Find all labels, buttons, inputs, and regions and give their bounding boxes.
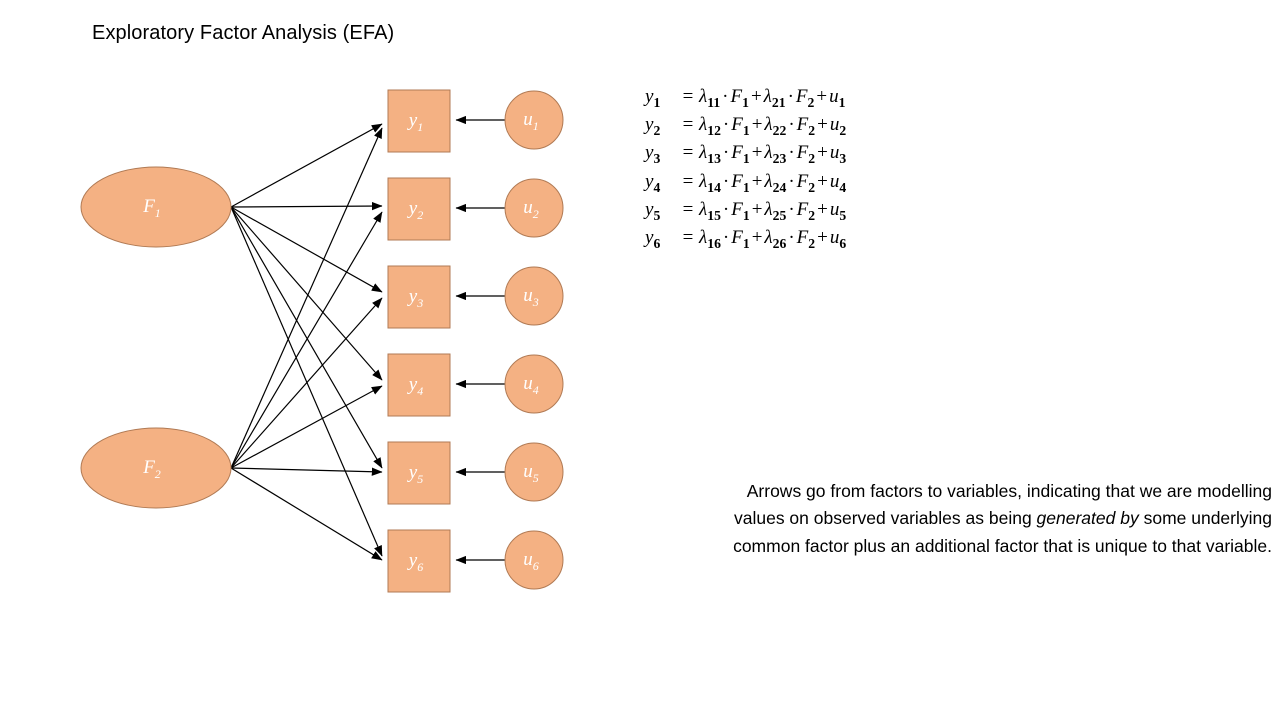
uniqueness-label-u5: $u_5$ bbox=[523, 461, 539, 485]
equation-rhs: $\lambda_{14} \cdot F_1 + \lambda_{24} \cdot F_2 + u_4$ bbox=[699, 170, 847, 195]
equation-block bbox=[645, 84, 1065, 253]
variable-label-y2: $y_2$ bbox=[408, 198, 424, 222]
arrow-F2-y3 bbox=[231, 298, 382, 468]
page-title: Exploratory Factor Analysis (EFA) bbox=[92, 22, 395, 44]
variable-node-y3[interactable] bbox=[388, 266, 450, 328]
factor-label-F1: $F_1$ bbox=[143, 196, 161, 220]
equation-lhs: $y_2$ bbox=[645, 114, 661, 139]
variable-node-y2[interactable] bbox=[388, 178, 450, 240]
uniqueness-label-u3: $u_3$ bbox=[523, 285, 539, 309]
equation-rhs: $\lambda_{12} \cdot F_1 + \lambda_{22} \cdot F_2 + u_2$ bbox=[699, 114, 847, 139]
uniqueness-node-u3[interactable] bbox=[505, 267, 563, 325]
arrow-F1-y4 bbox=[231, 207, 382, 380]
arrow-F2-y1 bbox=[231, 128, 382, 468]
equation-row bbox=[645, 169, 1065, 197]
arrow-F2-y6 bbox=[231, 468, 382, 560]
factor-label-F2: $F_2$ bbox=[143, 457, 161, 481]
equation-equals: = bbox=[682, 142, 694, 164]
arrow-F2-y5 bbox=[231, 468, 382, 472]
equation-rhs: $\lambda_{13} \cdot F_1 + \lambda_{23} \cdot F_2 + u_3$ bbox=[699, 142, 847, 167]
arrow-F2-y4 bbox=[231, 386, 382, 468]
equation-lhs: $y_1$ bbox=[645, 86, 661, 110]
uniqueness-label-u1: $u_1$ bbox=[523, 109, 539, 133]
uniqueness-node-u4[interactable] bbox=[505, 355, 563, 413]
uniqueness-node-u5[interactable] bbox=[505, 443, 563, 501]
uniqueness-node-u2[interactable] bbox=[505, 179, 563, 237]
uniqueness-node-u6[interactable] bbox=[505, 531, 563, 589]
equation-rhs: $\lambda_{11} \cdot F_1 + \lambda_{21} \cdot F_2 + u_1$ bbox=[699, 86, 846, 110]
equation-row bbox=[645, 112, 1065, 140]
factor-node-F1[interactable] bbox=[81, 167, 231, 247]
factor-nodes bbox=[81, 167, 231, 508]
variable-label-y4: $y_4$ bbox=[408, 374, 424, 398]
variable-label-y5: $y_5$ bbox=[408, 462, 424, 486]
equation-lhs: $y_5$ bbox=[645, 198, 661, 223]
arrow-F1-y6 bbox=[231, 207, 382, 556]
factor-to-variable-arrows bbox=[231, 124, 382, 560]
equation-equals: = bbox=[682, 170, 694, 192]
caption-text-part1: Arrows go from factors to variables, indicating that we are modelling values on observed variables as being bbox=[733, 481, 1272, 529]
caption-text-part2: some underlying common factor plus an additional factor that is unique to that variable. bbox=[733, 508, 1272, 556]
variable-node-y6[interactable] bbox=[388, 530, 450, 592]
equation-equals: = bbox=[682, 198, 694, 220]
equation-equals: = bbox=[682, 114, 694, 136]
equation-lhs: $y_3$ bbox=[645, 142, 661, 167]
equation-row bbox=[645, 140, 1065, 168]
uniqueness-label-u4: $u_4$ bbox=[523, 373, 539, 397]
variable-label-y1: $y_1$ bbox=[408, 110, 424, 134]
uniqueness-label-u2: $u_2$ bbox=[523, 197, 539, 221]
equation-rhs: $\lambda_{15} \cdot F_1 + \lambda_{25} \cdot F_2 + u_5$ bbox=[699, 198, 847, 223]
variable-node-y1[interactable] bbox=[388, 90, 450, 152]
uniqueness-nodes bbox=[505, 91, 563, 589]
equation-rhs: $\lambda_{16} \cdot F_1 + \lambda_{26} \cdot F_2 + u_6$ bbox=[699, 227, 847, 251]
arrow-F1-y2 bbox=[231, 206, 382, 207]
variable-node-y4[interactable] bbox=[388, 354, 450, 416]
caption-text-emphasis: generated by bbox=[1036, 508, 1139, 529]
equation-lhs: $y_6$ bbox=[645, 227, 661, 251]
factor-node-F2[interactable] bbox=[81, 428, 231, 508]
equation-equals: = bbox=[682, 227, 694, 249]
uniqueness-node-u1[interactable] bbox=[505, 91, 563, 149]
uniqueness-label-u6: $u_6$ bbox=[523, 549, 539, 573]
explanatory-caption bbox=[712, 478, 1272, 560]
equation-lhs: $y_4$ bbox=[645, 170, 661, 195]
variable-nodes bbox=[388, 90, 450, 592]
equation-row bbox=[645, 84, 1065, 112]
equation-row bbox=[645, 225, 1065, 253]
uniqueness-to-variable-arrows bbox=[456, 120, 505, 560]
arrow-F1-y1 bbox=[231, 124, 382, 207]
equation-row bbox=[645, 197, 1065, 225]
equation-equals: = bbox=[682, 86, 694, 107]
variable-label-y3: $y_3$ bbox=[408, 286, 424, 310]
variable-node-y5[interactable] bbox=[388, 442, 450, 504]
variable-label-y6: $y_6$ bbox=[408, 550, 424, 574]
